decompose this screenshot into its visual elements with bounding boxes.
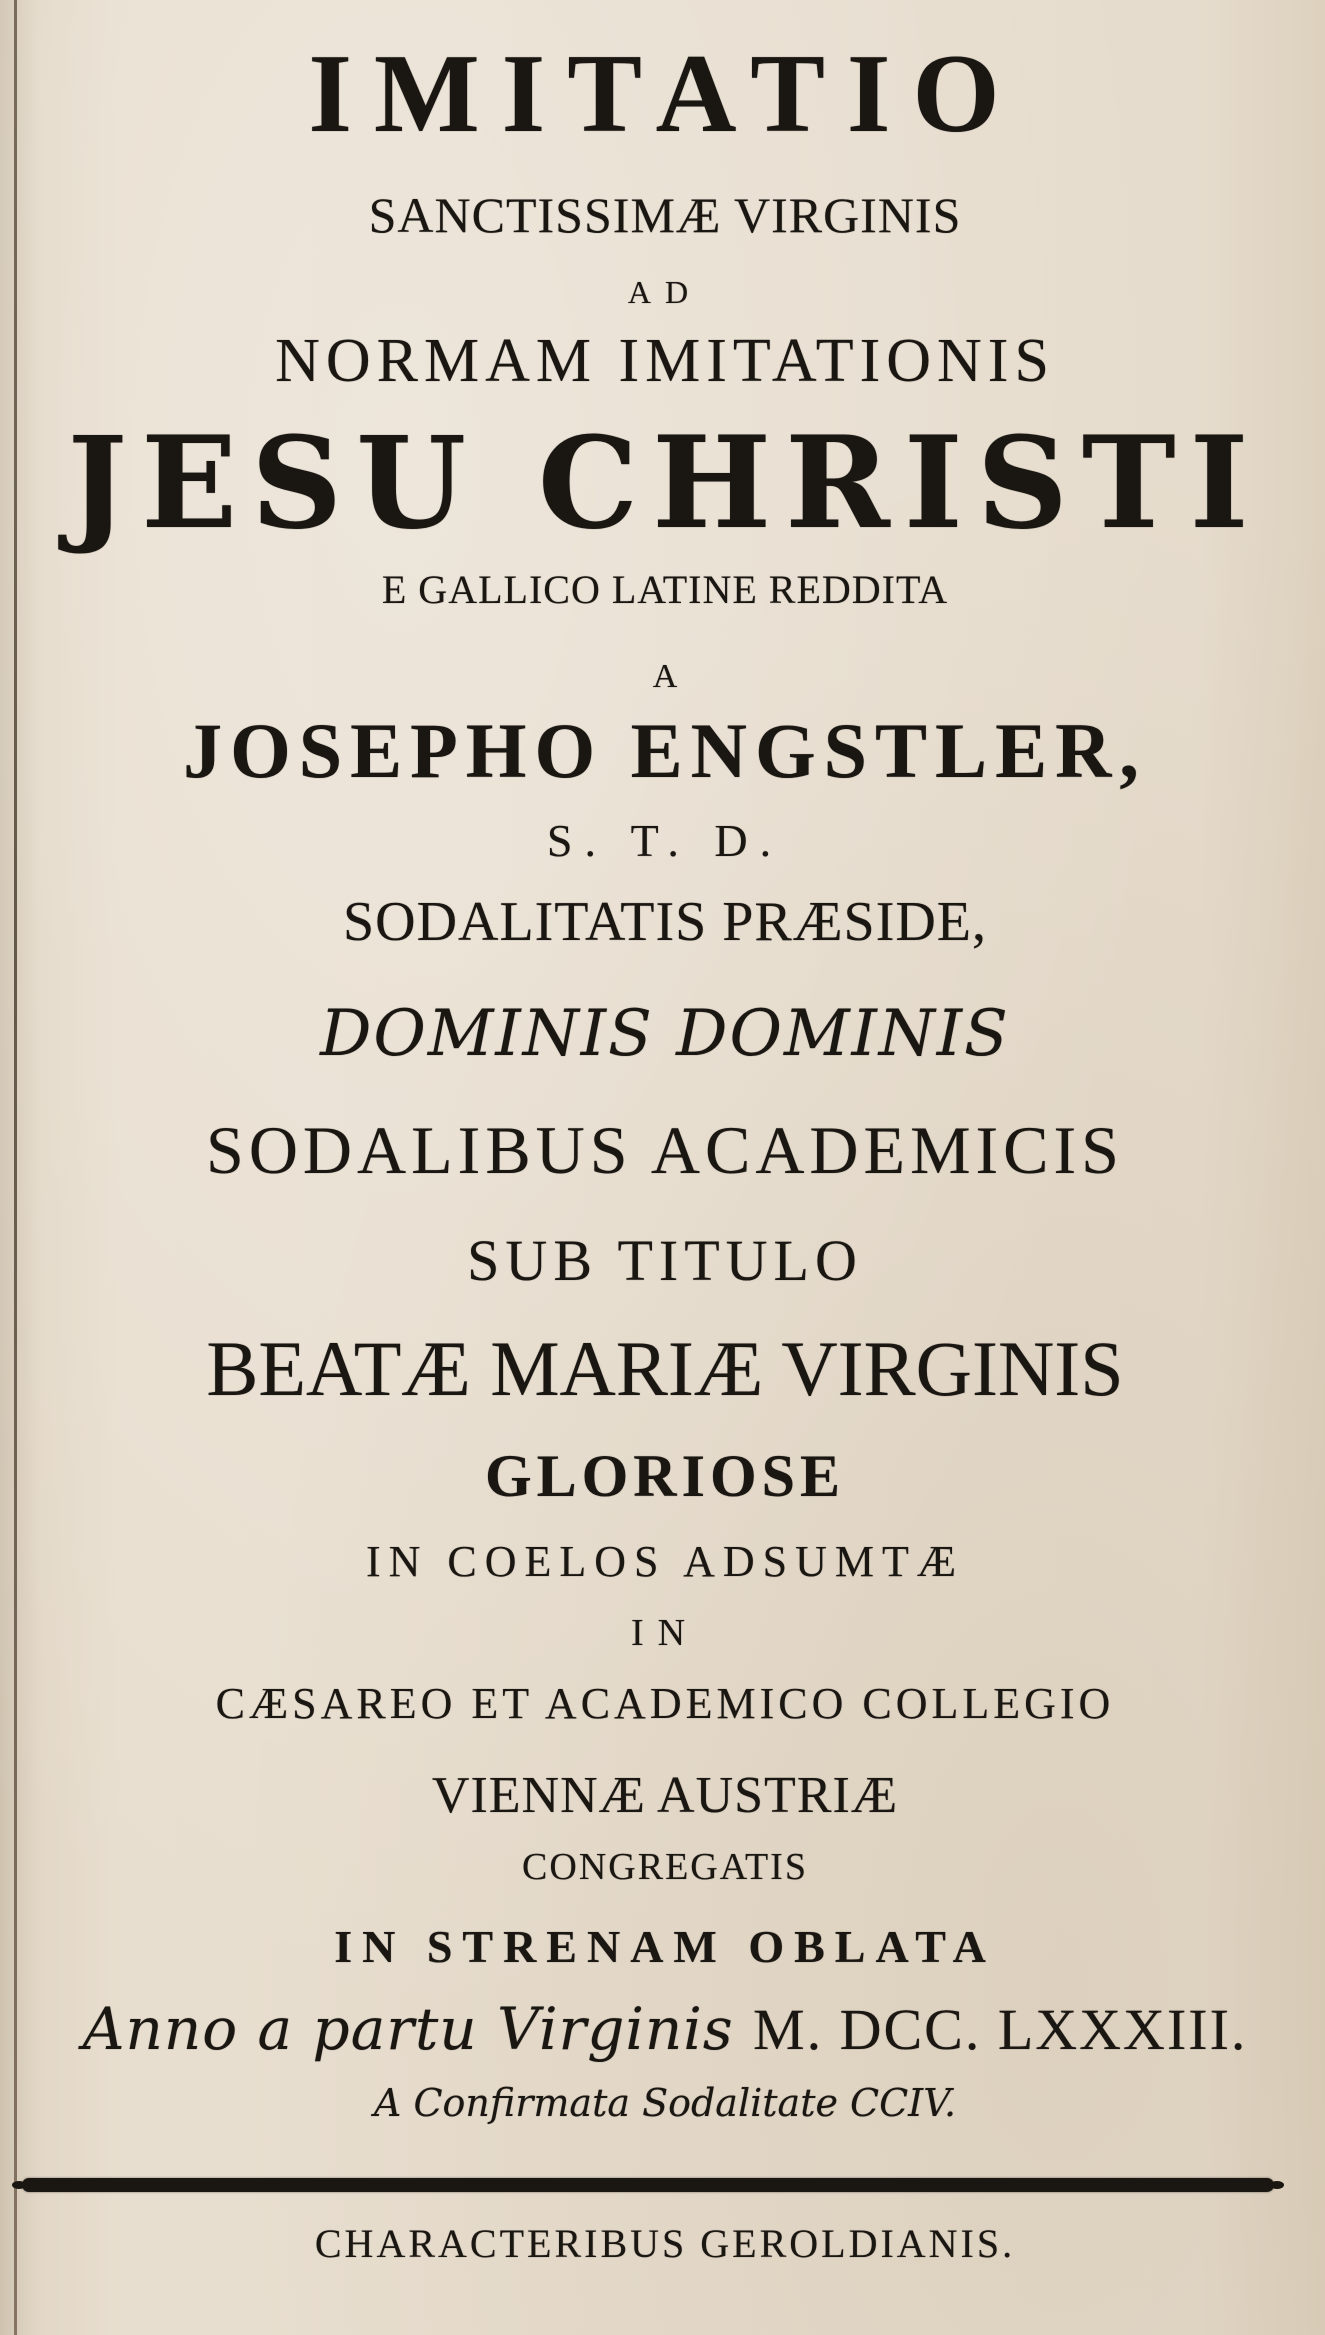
horizontal-rule — [22, 2178, 1274, 2192]
caesareo-line: CÆSAREO ET ACADEMICO COLLEGIO — [215, 1679, 1115, 1728]
beatae-line: BEATÆ MARIÆ VIRGINIS — [206, 1325, 1124, 1412]
gloriose-line: GLORIOSE — [484, 1443, 846, 1509]
gutter-line — [14, 0, 17, 2335]
in-coelos-line: IN COELOS ADSUMTÆ — [365, 1537, 965, 1586]
viennae-line: VIENNÆ AUSTRIÆ — [431, 1767, 899, 1824]
sub-titulo-line: SUB TITULO — [467, 1228, 863, 1293]
sodalibus-line: SODALIBUS ACADEMICIS — [206, 1112, 1124, 1188]
book-title: IMITATIO — [308, 32, 1022, 156]
imprint-line: CHARACTERIBUS GEROLDIANIS. — [314, 2221, 1016, 2266]
in-strenam-line: IN STRENAM OBLATA — [334, 1921, 996, 1972]
author-name: JOSEPHO ENGSTLER, — [183, 707, 1147, 794]
normam-line: NORMAM IMITATIONIS — [275, 327, 1055, 395]
translation-note: E GALLICO LATINE REDDITA — [381, 567, 949, 612]
dominis-line: DOMINIS DOMINIS — [320, 997, 1010, 1071]
anno-text: Anno a partu Virginis — [82, 1995, 734, 2063]
jesu-christi-line: JESU CHRISTI — [67, 409, 1263, 557]
in-line: IN — [630, 1612, 700, 1654]
sodalitatis-line: SODALITATIS PRÆSIDE, — [342, 891, 987, 953]
confirmata-line: A Confirmata Sodalitate CCIV. — [373, 2081, 957, 2125]
subtitle-line: SANCTISSIMÆ VIRGINIS — [368, 187, 962, 243]
author-degree: S. T. D. — [546, 815, 784, 866]
congregatis-line: CONGREGATIS — [522, 1846, 808, 1888]
ad-line: AD — [627, 274, 703, 310]
a-line: A — [652, 658, 678, 695]
anno-line — [30, 1995, 1300, 2063]
anno-roman-numeral: M. DCC. LXXXIII. — [753, 1997, 1248, 2062]
